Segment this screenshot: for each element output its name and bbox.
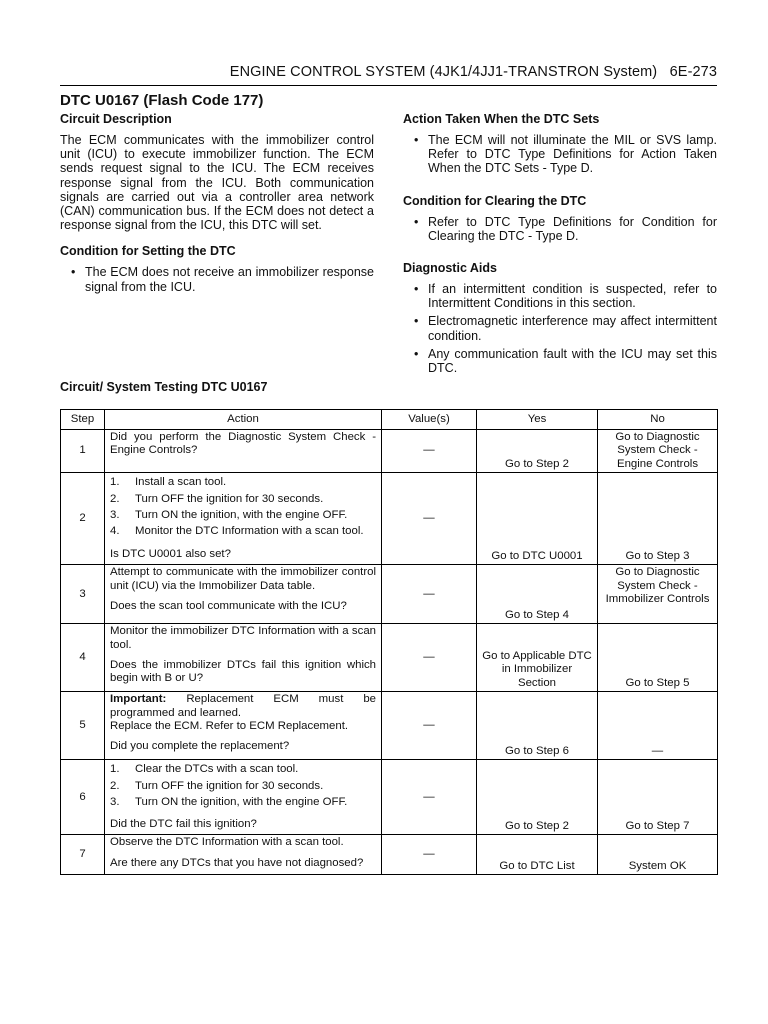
important-label: Important:	[110, 693, 167, 706]
step-number: 1	[61, 430, 105, 473]
bullet: •	[414, 133, 419, 147]
step-action: Observe the DTC Information with a scan tool. Are there any DTCs that you have not diagnosed?	[105, 835, 382, 875]
page-number: 6E-273	[669, 64, 717, 80]
diagnostic-aids-heading: Diagnostic Aids	[403, 261, 497, 276]
step-action: Did you perform the Diagnostic System Check - Engine Controls?	[105, 430, 382, 473]
step-yes: Go to Step 2	[477, 760, 598, 835]
step-action: Attempt to communicate with the immobilizer control unit (ICU) via the Immobilizer Data table. Does the scan tool communicate with the ICU?	[105, 565, 382, 624]
table-row	[61, 624, 718, 692]
step-number: 3	[61, 565, 105, 624]
list-item: • The ECM does not receive an immobilizer response signal from the ICU.	[71, 265, 374, 294]
document-title: DTC U0167 (Flash Code 177)	[60, 92, 264, 109]
step-no: —	[598, 692, 718, 760]
step-action: 1. Install a scan tool. 2. Turn OFF the ignition for 30 seconds. 3. Turn ON the ignition, with the engine OFF. 4. Monitor the DTC Information with a scan tool. Is DTC U0001 also set?	[105, 473, 382, 565]
bullet: •	[71, 265, 76, 280]
step-yes: Go to Step 6	[477, 692, 598, 760]
step-no: Go to Step 3	[598, 473, 718, 565]
step-number: 6	[61, 760, 105, 835]
step-no: Go to Diagnostic System Check - Engine Controls	[598, 430, 718, 473]
step-yes: Go to Applicable DTC in Immobilizer Section	[477, 624, 598, 692]
table-row	[61, 760, 718, 835]
step-value: —	[382, 760, 477, 835]
header-rule	[60, 85, 717, 86]
step-value: —	[382, 473, 477, 565]
step-action: Important: Replacement ECM must be programmed and learned. Replace the ECM. Refer to ECM Replacement. Did you complete the replacement?	[105, 692, 382, 760]
page-header	[60, 64, 717, 80]
bullet: •	[414, 214, 419, 229]
bullet: •	[414, 282, 419, 297]
step-yes: Go to DTC U0001	[477, 473, 598, 565]
step-yes: Go to DTC List	[477, 835, 598, 875]
step-yes: Go to Step 4	[477, 565, 598, 624]
action-taken-list	[403, 133, 717, 176]
step-number: 7	[61, 835, 105, 875]
step-value: —	[382, 624, 477, 692]
condition-setting-heading: Condition for Setting the DTC	[60, 244, 236, 259]
bullet: •	[414, 346, 419, 361]
list-item: • The ECM will not illuminate the MIL or SVS lamp. Refer to DTC Type Definitions for Action Taken When the DTC Sets - Type D.	[414, 133, 717, 176]
circuit-description-text: The ECM communicates with the immobilizer control unit (ICU) to execute immobilizer function. The ECM sends request signal to the ICU. The ECM receives response signal from the ICU. Both communication signals are carried out via a controller area network (CAN) communication bus. If the ECM does not detect a response signal from the ICU, this DTC will set.	[60, 133, 374, 233]
table-row	[61, 692, 718, 760]
step-no: Go to Diagnostic System Check - Immobilizer Controls	[598, 565, 718, 624]
table-row	[61, 430, 718, 473]
condition-clearing-heading: Condition for Clearing the DTC	[403, 193, 587, 208]
step-yes: Go to Step 2	[477, 430, 598, 473]
step-no: Go to Step 5	[598, 624, 718, 692]
list-item: • If an intermittent condition is suspected, refer to Intermittent Conditions in this section.	[414, 282, 717, 311]
list-item: • Any communication fault with the ICU may set this DTC.	[414, 346, 717, 376]
testing-heading: Circuit/ System Testing DTC U0167	[60, 380, 268, 394]
step-value: —	[382, 430, 477, 473]
column-header-values: Value(s)	[382, 410, 477, 430]
step-number: 5	[61, 692, 105, 760]
action-taken-heading: Action Taken When the DTC Sets	[403, 112, 600, 126]
step-value: —	[382, 692, 477, 760]
step-no: System OK	[598, 835, 718, 875]
list-item: • Refer to DTC Type Definitions for Condition for Clearing the DTC - Type D.	[414, 214, 717, 243]
condition-clearing-list	[403, 215, 717, 243]
circuit-description-heading: Circuit Description	[60, 112, 172, 126]
condition-setting-list	[60, 265, 374, 293]
step-value: —	[382, 835, 477, 875]
step-action: 1. Clear the DTCs with a scan tool. 2. Turn OFF the ignition for 30 seconds. 3. Turn ON the ignition, with the engine OFF. Did the DTC fail this ignition?	[105, 760, 382, 835]
table-row	[61, 835, 718, 875]
step-number: 4	[61, 624, 105, 692]
right-column	[403, 112, 717, 379]
diagnostic-aids-list	[403, 282, 717, 375]
step-number: 2	[61, 473, 105, 565]
bullet: •	[414, 314, 419, 329]
running-title: ENGINE CONTROL SYSTEM (4JK1/4JJ1-TRANSTRON System)	[229, 64, 658, 80]
table-header-row	[61, 410, 718, 430]
column-header-action: Action	[105, 410, 382, 430]
left-column	[60, 112, 374, 298]
step-value: —	[382, 565, 477, 624]
list-item: • Electromagnetic interference may affect intermittent condition.	[414, 314, 717, 343]
column-header-no: No	[598, 410, 718, 430]
diagnostic-steps-table	[60, 409, 718, 875]
table-row	[61, 473, 718, 565]
table-row	[61, 565, 718, 624]
column-header-yes: Yes	[477, 410, 598, 430]
column-header-step: Step	[61, 410, 105, 430]
step-action: Monitor the immobilizer DTC Information with a scan tool. Does the immobilizer DTCs fail this ignition which begin with B or U?	[105, 624, 382, 692]
step-no: Go to Step 7	[598, 760, 718, 835]
